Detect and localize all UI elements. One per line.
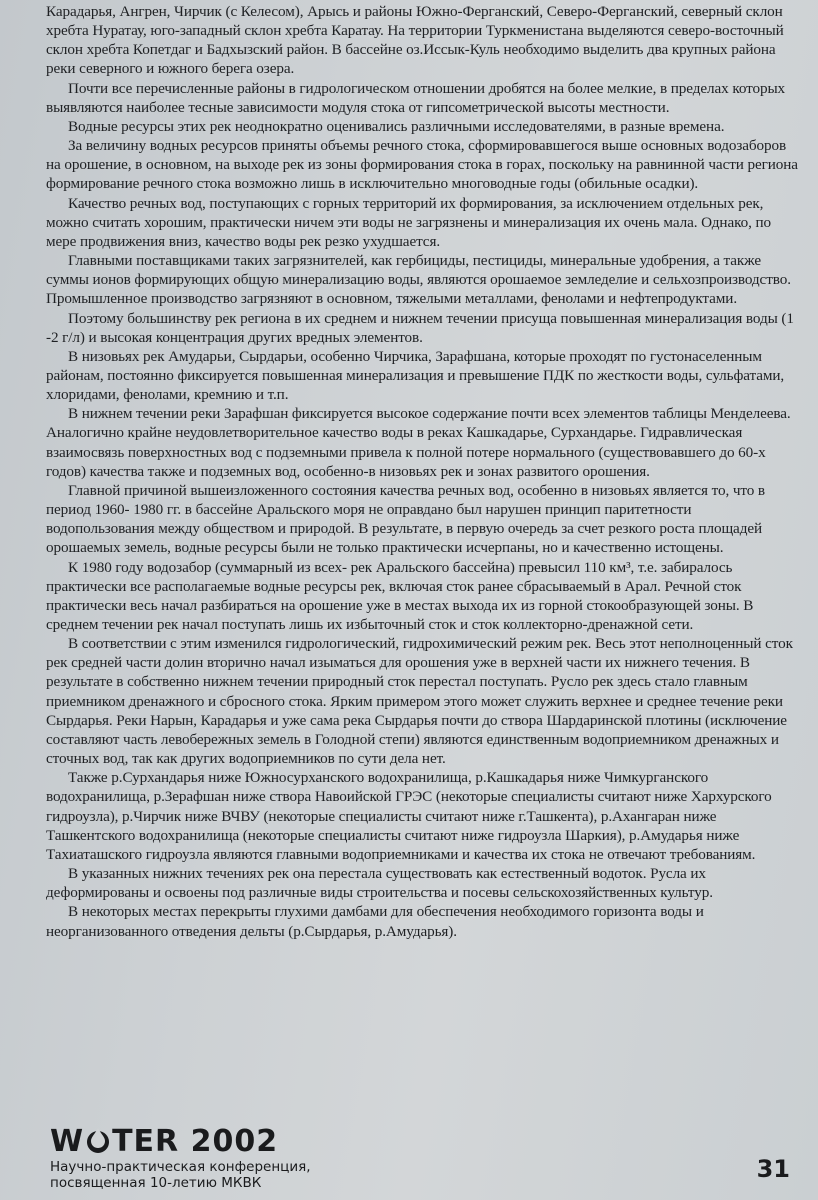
water-2002-logo (50, 1125, 278, 1159)
paragraph: Водные ресурсы этих рек неоднократно оценивались различными исследователями, в разные времена. (68, 117, 725, 135)
logo-text-end: TER 2002 (112, 1124, 279, 1159)
paragraph: Также р.Сурхандарья ниже Южносурханского водохранилища, р.Кашкадарья ниже Чимкурганского водохранилища, р.Зерафшан ниже створа Навоийской ГРЭС (некоторые специалисты считают ниже Хархурского гидроузла), р.Чирчик ниже ВЧВУ (некоторые специалисты считают ниже г.Ташкента), р.Ахангаран ниже Ташкентского водохранилища (некоторые специалисты считают ниже гидроузла Шаркия), р.Амударья ниже Тахиаташского гидроузла являются главными водоприемниками и качества их стока не отвечают требованиям. (46, 769, 772, 863)
page-number: 31 (756, 1155, 790, 1183)
logo-text-start: W (50, 1124, 85, 1159)
paragraph: В некоторых местах перекрыты глухими дамбами для обеспечения необходимого горизонта воды и неорганизованного отведения дельты (р.Сырдарья, р.Амударья). (46, 903, 704, 940)
conference-caption (50, 1159, 311, 1191)
paragraph: Главными поставщиками таких загрязнителей, как гербициды, пестициды, минеральные удобрения, а также суммы ионов формирующих общую минерализацию воды, являются орошаемое земледелие и сельхозпроизводство. Промышленное производство загрязняют в основном, тяжелыми металлами, фенолами и нефтепродуктами. (46, 252, 791, 308)
paragraph: Почти все перечисленные районы в гидрологическом отношении дробятся на более мелкие, в пределах которых выявляются наиболее тесные зависимости модуля стока от гипсометрической высоты местности. (46, 79, 786, 116)
paragraph: В соответствии с этим изменился гидрологический, гидрохимический режим рек. Весь этот неполноценный сток рек средней части долин вторично начал изыматься для орошения уже в верхней части их нижнего течения. В результате в собственно нижнем течении природный сток перестал поступать. Русло рек здесь стало главным приемником дренажного и сбросного стока. Ярким примером этого может служить верхнее и среднее течение реки Сырдарья. Реки Нарын, Карадарья и уже сама река Сырдарья почти до створа Шардаринской плотины (исключение составляют часть левобережных земель в Голодной степи) являются единственным водоприемником дренажных и сточных вод, так как других водоприемников по сути дела нет. (46, 635, 793, 768)
conference-line: Научно-практическая конференция, (50, 1159, 311, 1175)
paragraph: Главной причиной вышеизложенного состояния качества речных вод, особенно в низовьях является то, что в период 1960- 1980 гг. в бассейне Аральского моря не оправдано был нарушен принцип паритетности водопользования между обществом и природой. В результате, в первую очередь за счет резкого роста площадей орошаемых земель, водные ресурсы были не только практически исчерпаны, но и качественно истощены. (46, 481, 765, 557)
water-drop-icon (85, 1125, 111, 1155)
conference-line: посвященная 10-летию МКВК (50, 1175, 262, 1191)
body-text (46, 2, 798, 941)
paragraph: Поэтому большинству рек региона в их среднем и нижнем течении присуща повышенная минерализация воды (1 -2 г/л) и высокая концентрация других вредных элементов. (46, 309, 794, 346)
paragraph: За величину водных ресурсов приняты объемы речного стока, сформировавшегося выше основных водозаборов на орошение, в основном, на выходе рек из зоны формирования стока в горах, поскольку на равнинной части региона формирование речного стока возможно лишь в исключительно многоводные годы (обильные осадки). (46, 137, 798, 193)
paragraph: В нижнем течении реки Зарафшан фиксируется высокое содержание почти всех элементов таблицы Менделеева. Аналогично крайне неудовлетворительное качество воды в реках Кашкадарье, Сурхандарье. Гидравлическая взаимосвязь поверхностных вод с подземными привела к полной потере нормального (существовавшего до 60-х годов) качества также и подземных вод, особенно-в низовьях рек и зонах развитого орошения. (46, 405, 791, 480)
paragraph: Карадарья, Ангрен, Чирчик (с Келесом), Арысь и районы Южно-Ферганский, Северо-Ферганский, северный склон хребта Нуратау, юго-западный склон хребта Каратау. На территории Туркменистана выделяются северо-восточный склон хребта Копетдаг и Бадхызский район. В бассейне оз.Иссык-Куль необходимо выделить два крупных района реки северного и южного берега озера. (46, 3, 784, 78)
paragraph: Качество речных вод, поступающих с горных территорий их формирования, за исключением отдельных рек, можно считать хорошим, практически ничем эти воды не загрязнены и минерализация их очень мала. Однако, по мере продвижения вниз, качество воды рек резко ухудшается. (46, 194, 771, 250)
paragraph: В низовьях рек Амударьи, Сырдарьи, особенно Чирчика, Зарафшана, которые проходят по густонаселенным районам, постоянно фиксируется повышенная минерализация и превышение ПДК по жесткости воды, сульфатами, хлоридами, фенолами, кремнию и т.п. (46, 347, 785, 404)
page-footer (0, 1125, 818, 1200)
paragraph: К 1980 году водозабор (суммарный из всех- рек Аральского бассейна) превысил 110 км³, т.е. забиралось практически все располагаемые водные ресурсы рек, включая сток ранее сбрасываемый в Арал. Речной сток практически весь начал разбираться на орошение уже в местах выхода их из горной стокообразующей зоны. В среднем течении рек начал поступать лишь их избыточный сток и сток коллекторно-дренажной сети. (46, 558, 754, 633)
paragraph: В указанных нижних течениях рек она перестала существовать как естественный водоток. Русла их деформированы и освоены под различные виды строительства и посевы сельскохозяйственных культур. (46, 865, 713, 902)
